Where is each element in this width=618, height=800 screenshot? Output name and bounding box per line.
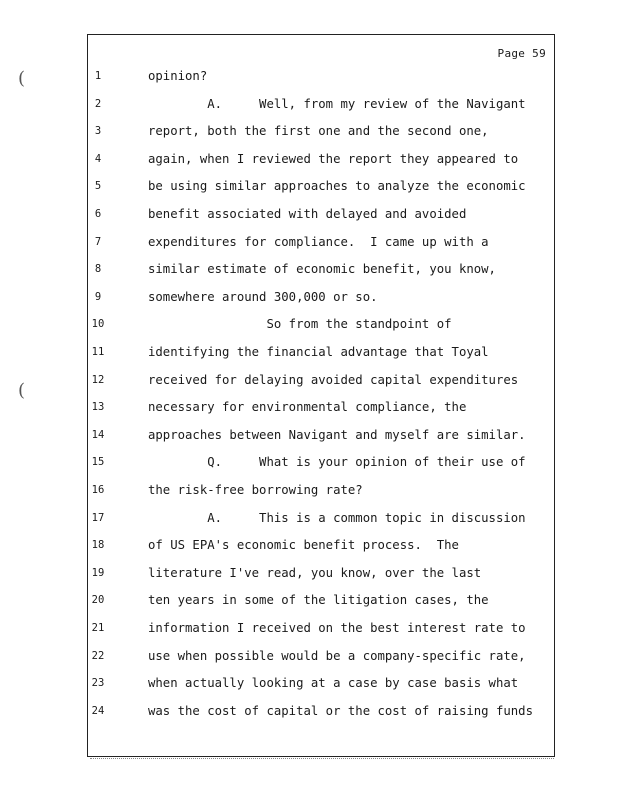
transcript-line: [88, 673, 556, 693]
transcript-line: [88, 176, 556, 196]
line-number: 8: [94, 263, 102, 276]
line-text: use when possible would be a company-specific rate,: [148, 648, 526, 663]
scan-bottom-rule: [90, 758, 554, 759]
line-number: 19: [91, 566, 105, 579]
line-number: 11: [91, 346, 105, 358]
transcript-line: [88, 397, 556, 417]
line-text: benefit associated with delayed and avoided: [148, 207, 467, 221]
line-text: similar estimate of economic benefit, you know,: [148, 262, 496, 277]
line-number: 20: [91, 594, 105, 607]
transcript-line: [88, 480, 556, 500]
transcript-line: [88, 149, 556, 169]
line-number: 10: [91, 318, 105, 331]
punch-hole-mark-middle: (: [18, 380, 26, 401]
line-number: 21: [91, 622, 105, 634]
transcript-line: [88, 425, 556, 445]
line-number: 1: [94, 70, 102, 82]
transcript-line: [88, 287, 556, 307]
line-number: 7: [94, 235, 102, 248]
line-text: literature I've read, you know, over the last: [148, 565, 482, 580]
transcript-page: [87, 34, 555, 757]
line-text: A. Well, from my review of the Navigant: [148, 96, 526, 111]
transcript-line: [88, 204, 556, 224]
line-text: when actually looking at a case by case basis what: [148, 676, 519, 691]
line-text: somewhere around 300,000 or so.: [148, 289, 378, 304]
line-text: identifying the financial advantage that Toyal: [148, 345, 489, 359]
line-text: report, both the first one and the second one,: [148, 124, 489, 139]
line-text: information I received on the best interest rate to: [148, 621, 526, 635]
transcript-line: [88, 259, 556, 279]
line-text: opinion?: [148, 69, 208, 83]
transcript-line: [88, 508, 556, 528]
line-text: Q. What is your opinion of their use of: [148, 455, 526, 470]
line-text: of US EPA's economic benefit process. The: [148, 538, 459, 553]
line-text: be using similar approaches to analyze the economic: [148, 179, 526, 194]
line-number: 22: [91, 649, 105, 662]
line-text: approaches between Navigant and myself are similar.: [148, 427, 526, 442]
punch-hole-mark-top: (: [18, 68, 26, 89]
transcript-line: [88, 94, 556, 114]
line-number: 16: [91, 484, 105, 496]
line-text: again, when I reviewed the report they appeared to: [148, 151, 519, 166]
transcript-line: [88, 314, 556, 334]
line-text: expenditures for compliance. I came up with a: [148, 234, 489, 249]
line-number: 13: [91, 401, 105, 414]
line-number: 24: [91, 704, 105, 717]
page-number-label: Page 59: [497, 47, 546, 60]
line-number: 15: [91, 456, 105, 469]
transcript-line: [88, 232, 556, 252]
line-number: 2: [94, 97, 102, 110]
line-text: the risk-free borrowing rate?: [148, 483, 363, 497]
line-text: ten years in some of the litigation cases, the: [148, 593, 489, 608]
line-number: 6: [94, 208, 102, 220]
transcript-line: [88, 563, 556, 583]
transcript-line: [88, 535, 556, 555]
line-text: A. This is a common topic in discussion: [148, 510, 526, 525]
transcript-line: [88, 342, 556, 362]
transcript-line: [88, 370, 556, 390]
transcript-line: [88, 452, 556, 472]
line-text: received for delaying avoided capital expenditures: [148, 372, 519, 387]
line-text: necessary for environmental compliance, the: [148, 400, 467, 415]
transcript-line: [88, 66, 556, 86]
line-number: 23: [91, 677, 105, 690]
transcript-line: [88, 701, 556, 721]
transcript-line: [88, 121, 556, 141]
transcript-line: [88, 646, 556, 666]
line-number: 4: [94, 152, 102, 165]
line-text: So from the standpoint of: [148, 317, 452, 332]
transcript-line: [88, 590, 556, 610]
line-number: 5: [94, 180, 102, 193]
line-number: 9: [94, 290, 102, 303]
transcript-line: [88, 618, 556, 638]
line-number: 12: [91, 373, 105, 386]
line-number: 3: [94, 125, 102, 138]
line-number: 18: [91, 539, 105, 552]
line-number: 17: [91, 511, 105, 524]
line-number: 14: [91, 428, 105, 441]
line-text: was the cost of capital or the cost of raising funds: [148, 703, 533, 718]
